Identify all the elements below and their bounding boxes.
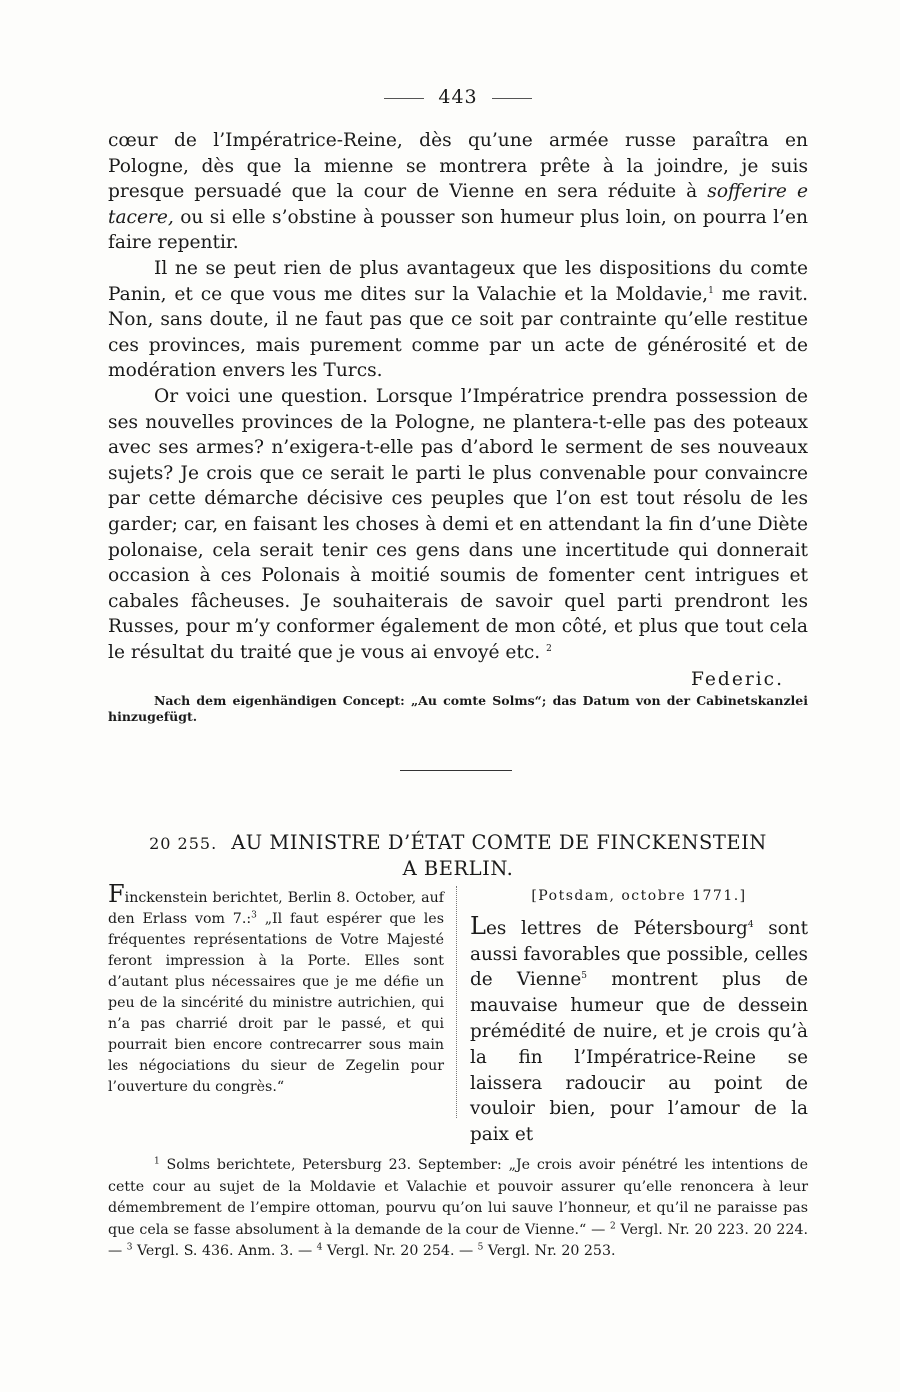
- right-text-2: sont aussi favorables que possible, celles de Vienne: [470, 917, 808, 991]
- page-number: 443: [438, 86, 478, 108]
- right-text-3: montrent plus de mauvaise humeur que de dessein prémédité de nuire, et je crois qu’à la fin l’Impératrice-Reine se laissera radoucir au point de vouloir bien, pour l’amour de la paix et: [470, 969, 808, 1146]
- header-dash-left: [384, 98, 424, 99]
- footnote-mark-2: 2: [610, 1220, 616, 1231]
- footnote-block: [108, 1155, 808, 1263]
- paragraph-3: [108, 384, 808, 666]
- main-text: [108, 128, 808, 725]
- left-text-quote: „Il faut espérer que les fréquentes représentations de Votre Majesté feront impression à la Porte. Elles sont d’autant plus nécessaires que je me défie un peu de la sincérité du ministre autrichien, qui n’a pas charrié droit par le passé, et qui pourrait bien encore contrecarrer sous main les négociations du sieur de Zegelin pour l’ouverture du congrès.“: [108, 911, 444, 1095]
- section-divider: [400, 770, 512, 771]
- letter-title-line-1: AU MINISTRE D’ÉTAT COMTE DE FINCKENSTEIN: [231, 831, 767, 854]
- letter-number: 20 255.: [149, 834, 218, 853]
- italic-phrase: sofferire e tacere,: [108, 181, 809, 228]
- footnote-ref-1: 1: [708, 285, 714, 296]
- letter-title: [108, 830, 808, 881]
- footnote-4: Vergl. Nr. 20 254. —: [322, 1243, 478, 1259]
- footnote-mark-5: 5: [477, 1242, 484, 1253]
- footnote-2: Vergl. Nr. 20 223. 20 224. —: [108, 1221, 809, 1259]
- report-summary: [108, 880, 444, 1098]
- footnote-mark-4: 4: [316, 1242, 323, 1253]
- footnote-5: Vergl. Nr. 20 253.: [483, 1243, 616, 1259]
- right-text-1: es lettres de Pétersbourg: [485, 917, 748, 939]
- paragraph-1-end: ou si elle s’obstine à pousser son humeur plus loin, on pourra l’en faire repentir.: [108, 206, 808, 254]
- footnote-1: Solms berichtete, Petersburg 23. September: „Je crois avoir pénétré les intentions de cette cour au sujet de la Moldavie et Valachie et pouvoir assurer qu’elle renoncera à leur démembrement de l’empire ottoman, pourvu qu’on lui sauve l’honneur, et qu’il ne paraisse pas que cela se fasse absolument à la demande de la cour de Vienne.“ —: [108, 1157, 808, 1238]
- paragraph-3-text: Or voici une question. Lorsque l’Impératrice prendra possession de ses nouvelles provinces de la Pologne, ne plantera-t-elle pas des poteaux avec ses armes? n’exigera-t-elle pas d’abord le serment de ses nouveaux sujets? Je crois que ce serait le parti le plus convenable pour convaincre par cette démarche décisive ces peuples que l’on est tout résolu de les garder; car, en faisant les choses à demi et en attendant la fin d’une Diète polonaise, cela serait tenir ces gens dans une incertitude qui donnerait occasion à ces Polonais à moitié soumis de fomenter cent intrigues et cabales fâcheuses. Je souhaiterais de savoir quel parti prendront les Russes, pour m’y conformer également de mon côté, et plus que tout cela le résultat du traité que je vous ai envoyé etc.: [108, 385, 808, 663]
- concept-note: Nach dem eigenhändigen Concept: „Au comte Solms“; das Datum von der Cabinetskanzlei hinzugefügt.: [108, 693, 808, 725]
- left-text: inckenstein berichtet, Berlin 8. October, auf den Erlass vom 7.:: [108, 890, 444, 927]
- header-dash-right: [492, 98, 532, 99]
- footnote-ref-3: 3: [251, 910, 257, 921]
- letter-title-line-2: A BERLIN.: [402, 857, 514, 880]
- signature: Federic.: [691, 669, 784, 691]
- right-initial: L: [470, 911, 486, 940]
- footnotes: [108, 1155, 808, 1263]
- footnote-ref-2: 2: [546, 643, 552, 654]
- left-initial: F: [108, 880, 125, 908]
- footnote-ref-5: 5: [581, 971, 587, 982]
- footnote-ref-4: 4: [747, 919, 754, 930]
- paragraph-2-end: me ravit. Non, sans doute, il ne faut pas que ce soit par contrainte qu’elle restitue ces provinces, mais purement comme par un acte de générosité et de modération envers les Turcs.: [108, 283, 808, 382]
- paragraph-2: [108, 256, 808, 384]
- letter-body-text: [470, 911, 808, 1148]
- footnote-3: Vergl. S. 436. Anm. 3. —: [132, 1243, 317, 1259]
- footnote-mark-3: 3: [126, 1242, 133, 1253]
- letter-body: [470, 884, 808, 1148]
- letter-date: [Potsdam, octobre 1771.]: [531, 888, 747, 904]
- paragraph-2-text: Il ne se peut rien de plus avantageux que les dispositions du comte Panin, et ce que vous me dites sur la Valachie et la Moldavie,: [108, 257, 808, 305]
- paragraph-1-text: cœur de l’Impératrice-Reine, dès qu’une armée russe paraîtra en Pologne, dès que la mienne se montrera prête à la joindre, je suis presque persuadé que la cour de Vienne en sera réduite à: [108, 130, 808, 203]
- paragraph-1: [108, 128, 808, 256]
- column-divider: [456, 886, 457, 1118]
- page-header: [108, 86, 808, 108]
- footnote-mark-1: 1: [154, 1156, 160, 1167]
